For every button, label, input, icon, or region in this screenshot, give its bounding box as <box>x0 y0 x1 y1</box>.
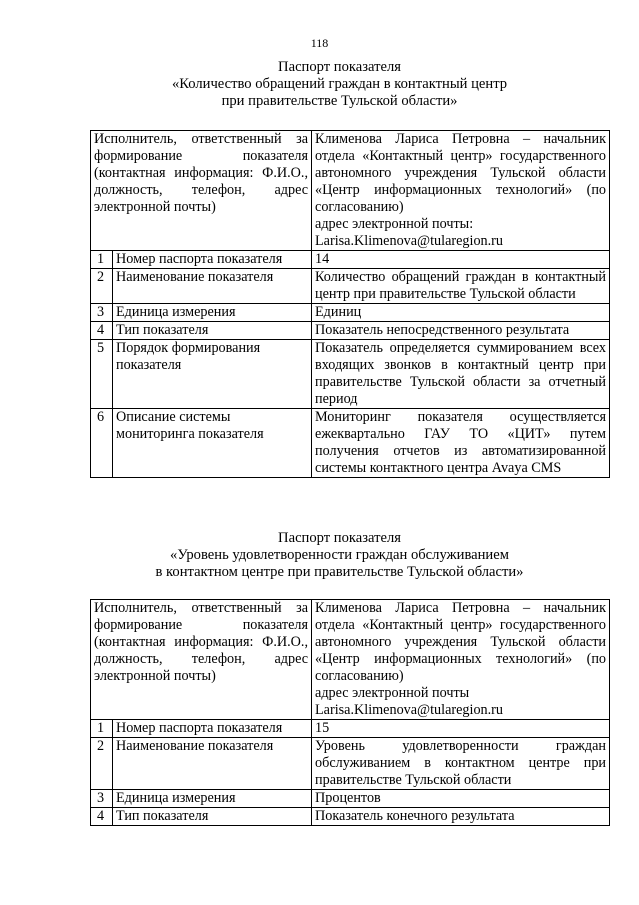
row-label: Порядок формирования показателя <box>113 340 312 409</box>
table-row <box>91 251 610 269</box>
row-label: Тип показателя <box>113 322 312 340</box>
indicator-passport-14 <box>90 59 609 478</box>
row-label: Номер паспорта показателя <box>113 251 312 269</box>
passport-title-line: «Количество обращений граждан в контактный центр <box>171 76 508 92</box>
table-row <box>91 738 610 790</box>
executor-value: Клименова Лариса Петровна – начальник отдела «Контактный центр» государственного автономного учреждения Тульской области «Центр информационных технологий» (по согласованию) <box>315 131 607 215</box>
row-label: Описание системы мониторинга показателя <box>113 409 312 478</box>
table-row-executor <box>91 600 610 720</box>
row-label: Тип показателя <box>113 808 312 826</box>
row-value: Количество обращений граждан в контактный центр при правительстве Тульской области <box>312 269 610 304</box>
row-label: Единица измерения <box>113 304 312 322</box>
row-number: 1 <box>91 720 113 738</box>
row-number: 3 <box>91 790 113 808</box>
passport-title-line: Паспорт показателя <box>278 59 401 75</box>
row-number: 2 <box>91 738 113 790</box>
executor-email: Larisa.Klimenova@tularegion.ru <box>315 233 503 249</box>
executor-email: Larisa.Klimenova@tularegion.ru <box>315 702 503 718</box>
executor-email-label: адрес электронной почты <box>315 685 470 701</box>
row-number: 3 <box>91 304 113 322</box>
passport-title-line: «Уровень удовлетворенности граждан обслуживанием <box>170 547 509 563</box>
passport-title <box>60 530 619 581</box>
table-row-executor <box>91 131 610 251</box>
table-row <box>91 340 610 409</box>
row-value: Единиц <box>312 304 610 322</box>
executor-label: Исполнитель, ответственный за формирование показателя (контактная информация: Ф.И.О., должность, телефон, адрес электронной почты) <box>91 600 312 720</box>
row-value: Процентов <box>312 790 610 808</box>
executor-label: Исполнитель, ответственный за формирование показателя (контактная информация: Ф.И.О., должность, телефон, адрес электронной почты) <box>91 131 312 251</box>
row-label: Единица измерения <box>113 790 312 808</box>
executor-email-label: адрес электронной почты: <box>315 216 474 232</box>
row-number: 5 <box>91 340 113 409</box>
table-row <box>91 269 610 304</box>
indicator-passport-15 <box>90 530 609 826</box>
row-value: 15 <box>312 720 610 738</box>
passport-title-line: в контактном центре при правительстве Тульской области» <box>155 564 524 580</box>
row-value: Уровень удовлетворенности граждан обслуживанием в контактном центре при правительстве Тульской области <box>312 738 610 790</box>
row-value: 14 <box>312 251 610 269</box>
row-number: 6 <box>91 409 113 478</box>
table-row <box>91 808 610 826</box>
row-number: 2 <box>91 269 113 304</box>
table-row <box>91 322 610 340</box>
executor-value-cell <box>312 600 610 720</box>
page-number: 118 <box>310 36 329 50</box>
passport-title <box>60 59 619 110</box>
row-value: Показатель конечного результата <box>312 808 610 826</box>
executor-value: Клименова Лариса Петровна – начальник отдела «Контактный центр» государственного автономного учреждения Тульской области «Центр информационных технологий» (по согласованию) <box>315 600 607 684</box>
row-number: 1 <box>91 251 113 269</box>
row-value: Мониторинг показателя осуществляется ежеквартально ГАУ ТО «ЦИТ» путем получения отчетов из автоматизированной системы контактного центра Avaya CMS <box>312 409 610 478</box>
passport-title-line: при правительстве Тульской области» <box>221 93 458 109</box>
table-row <box>91 304 610 322</box>
row-number: 4 <box>91 322 113 340</box>
table-row <box>91 720 610 738</box>
passport-title-line: Паспорт показателя <box>278 530 401 546</box>
row-label: Наименование показателя <box>113 269 312 304</box>
row-value: Показатель определяется суммированием всех входящих звонков в контактный центр при правительстве Тульской области за отчетный период <box>312 340 610 409</box>
row-value: Показатель непосредственного результата <box>312 322 610 340</box>
table-row <box>91 409 610 478</box>
executor-value-cell <box>312 131 610 251</box>
row-label: Номер паспорта показателя <box>113 720 312 738</box>
passport-table <box>90 130 610 478</box>
row-label: Наименование показателя <box>113 738 312 790</box>
table-row <box>91 790 610 808</box>
passport-table <box>90 599 610 826</box>
row-number: 4 <box>91 808 113 826</box>
